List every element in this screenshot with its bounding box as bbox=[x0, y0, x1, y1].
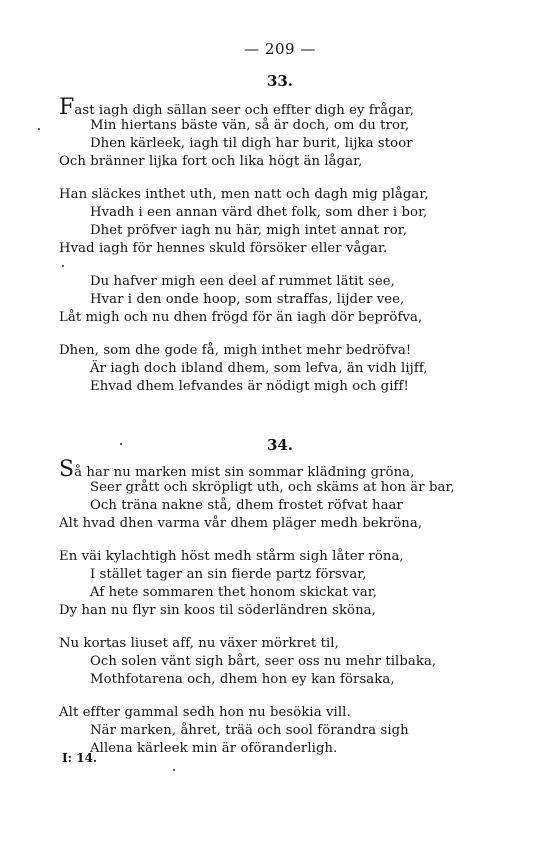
page-number: — 209 — bbox=[244, 40, 316, 58]
poem-33-line-13: Är iagh doch ibland dhem, som lefva, än vidh lijff, bbox=[90, 361, 428, 376]
poem-33-line-7: Dhet pröfver iagh nu här, migh intet annat ror, bbox=[90, 223, 408, 238]
poem-33-line-1: Fast iagh digh sällan seer och effter digh ey frågar, bbox=[59, 95, 414, 120]
poem-34-line-1: Så har nu marken mist sin sommar klädning gröna, bbox=[59, 457, 415, 482]
poem-34-line-2: Seer grått och skröpligt uth, och skäms at hon är bar, bbox=[90, 480, 455, 495]
drop-cap: S bbox=[59, 457, 75, 482]
poem-33-line-12: Dhen, som dhe gode få, migh inthet mehr bedröfva! bbox=[59, 343, 412, 358]
poem-33-line-4: Och bränner lijka fort och lika högt än lågar, bbox=[59, 154, 363, 169]
drop-cap: F bbox=[59, 95, 75, 120]
poem-33-line-3: Dhen kärleek, iagh til digh har burit, lijka stoor bbox=[90, 136, 413, 151]
poem-34-line-10: Och solen vänt sigh bårt, seer oss nu mehr tilbaka, bbox=[90, 654, 437, 669]
poem-34-line-12: Alt effter gammal sedh hon nu besökia vill. bbox=[59, 705, 351, 720]
poem-number-33: 33. bbox=[266, 72, 294, 90]
print-speck bbox=[38, 128, 40, 130]
poem-number-34: 34. bbox=[266, 436, 294, 454]
signature-mark: I: 14. bbox=[62, 751, 98, 765]
poem-33-line-14: Ehvad dhem lefvandes är nödigt migh och giff! bbox=[90, 379, 409, 394]
poem-34-line-6: I stället tager an sin fierde partz försvar, bbox=[90, 567, 367, 582]
poem-33-line-2: Min hiertans bäste vän, så är doch, om du tror, bbox=[90, 118, 410, 133]
poem-34-line-4: Alt hvad dhen varma vår dhem pläger medh bekröna, bbox=[59, 516, 423, 531]
poem-34-line-3: Och träna nakne stå, dhem frostet röfvat haar bbox=[90, 498, 403, 513]
poem-34-line-13: När marken, åhret, trää och sool förandra sigh bbox=[90, 723, 409, 738]
print-speck bbox=[173, 769, 175, 771]
poem-34-line-5: En väi kylachtigh höst medh stårm sigh låter röna, bbox=[59, 549, 404, 564]
print-speck bbox=[120, 443, 122, 445]
poem-33-line-8: Hvad iagh för hennes skuld försöker eller vågar. bbox=[59, 241, 388, 256]
poem-33-line-10: Hvar i den onde hoop, som straffas, lijder vee, bbox=[90, 292, 405, 307]
poem-33-line-9: Du hafver migh een deel af rummet lätit see, bbox=[90, 274, 395, 289]
poem-34-line-7: Af hete sommaren thet honom skickat var, bbox=[90, 585, 378, 600]
poem-34-line-11: Mothfotarena och, dhem hon ey kan försaka, bbox=[90, 672, 395, 687]
poem-34-line-8: Dy han nu flyr sin koos til söderländren sköna, bbox=[59, 603, 376, 618]
poem-34-line-14: Allena kärleek min är oföranderligh. bbox=[90, 741, 338, 756]
poem-33-line-11: Låt migh och nu dhen frögd för än iagh dör bepröfva, bbox=[59, 310, 423, 325]
poem-33-line-6: Hvadh i een annan värd dhet folk, som dher i bor, bbox=[90, 205, 428, 220]
poem-33-line-5: Han släckes inthet uth, men natt och dagh mig plågar, bbox=[59, 187, 429, 202]
print-speck bbox=[62, 265, 64, 267]
poem-34-line-9: Nu kortas liuset aff, nu växer mörkret til, bbox=[59, 636, 339, 651]
